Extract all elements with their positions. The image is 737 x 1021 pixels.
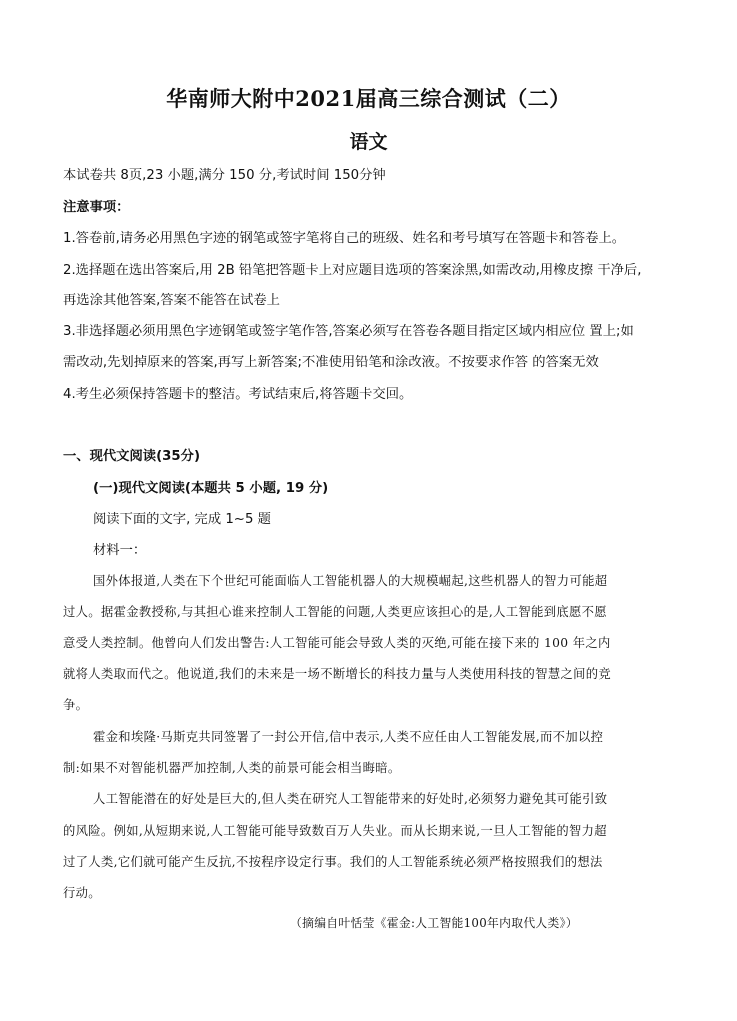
notice-item: 2.选择题在选出答案后,用 2B 铅笔把答题卡上对应题目选项的答案涂黑,如需改动,用橡皮擦 干净后, [63, 263, 642, 278]
material-line: 过人。据霍金教授称,与其担心谁来控制人工智能的问题,人类更应该担心的是,人工智能到底愿不愿 [63, 605, 607, 619]
exam-title: 华南师大附中2021届高三综合测试（二） [166, 86, 571, 111]
reading-instruction: 阅读下面的文字, 完成 1~5 题 [93, 512, 271, 527]
subject-title: 语文 [349, 131, 388, 153]
notice-heading: 注意事项： [63, 200, 130, 215]
material-line: 人工智能潜在的好处是巨大的,但人类在研究人工智能带来的好处时,必须努力避免其可能引致 [93, 792, 608, 806]
material-line: 过了人类,它们就可能产生反抗,不按程序设定行事。我们的人工智能系统必须严格按照我们的想法 [63, 855, 603, 869]
notice-item: 需改动,先划掉原来的答案,再写上新答案;不准使用铅笔和涂改液。不按要求作答 的答案无效 [63, 355, 599, 370]
section-heading: 一、现代文阅读(35分) [63, 449, 201, 464]
subsection-heading: (一)现代文阅读(本题共 5 小题, 19 分) [93, 481, 329, 496]
material-line: 霍金和埃隆·马斯克共同签署了一封公开信,信中表示,人类不应任由人工智能发展,而不加以控 [93, 730, 604, 744]
source-citation: （摘编自叶恬莹《霍金:人工智能100年内取代人类》） [290, 916, 578, 930]
notice-item: 再选涂其他答案,答案不能答在试卷上 [63, 293, 280, 308]
material-label: 材料一： [93, 543, 147, 558]
material-line: 的风险。例如,从短期来说,人工智能可能导致数百万人失业。而从长期来说,一旦人工智能的智力超 [63, 824, 607, 838]
material-line: 争。 [63, 698, 89, 712]
notice-item: 4.考生必须保持答题卡的整洁。考试结束后,将答题卡交回。 [63, 387, 413, 402]
material-line: 就将人类取而代之。他说道,我们的未来是一场不断增长的科技力量与人类使用科技的智慧之间的竞 [63, 667, 612, 681]
material-line: 行动。 [63, 886, 101, 900]
notice-item: 1.答卷前,请务必用黑色字迹的钢笔或签字笔将自己的班级、姓名和考号填写在答题卡和答卷上。 [63, 231, 626, 246]
material-line: 意受人类控制。他曾向人们发出警告:人工智能可能会导致人类的灭绝,可能在接下来的 100 年之内 [63, 636, 611, 650]
material-line: 制:如果不对智能机器严加控制,人类的前景可能会相当晦暗。 [63, 761, 401, 775]
exam-info: 本试卷共 8页,23 小题,满分 150 分,考试时间 150分钟 [63, 168, 386, 183]
notice-item: 3.非选择题必须用黑色字迹钢笔或签字笔作答,答案必须写在答卷各题目指定区域内相应位 置上;如 [63, 324, 634, 339]
material-line: 国外体报道,人类在下个世纪可能面临人工智能机器人的大规模崛起,这些机器人的智力可能超 [93, 574, 608, 588]
